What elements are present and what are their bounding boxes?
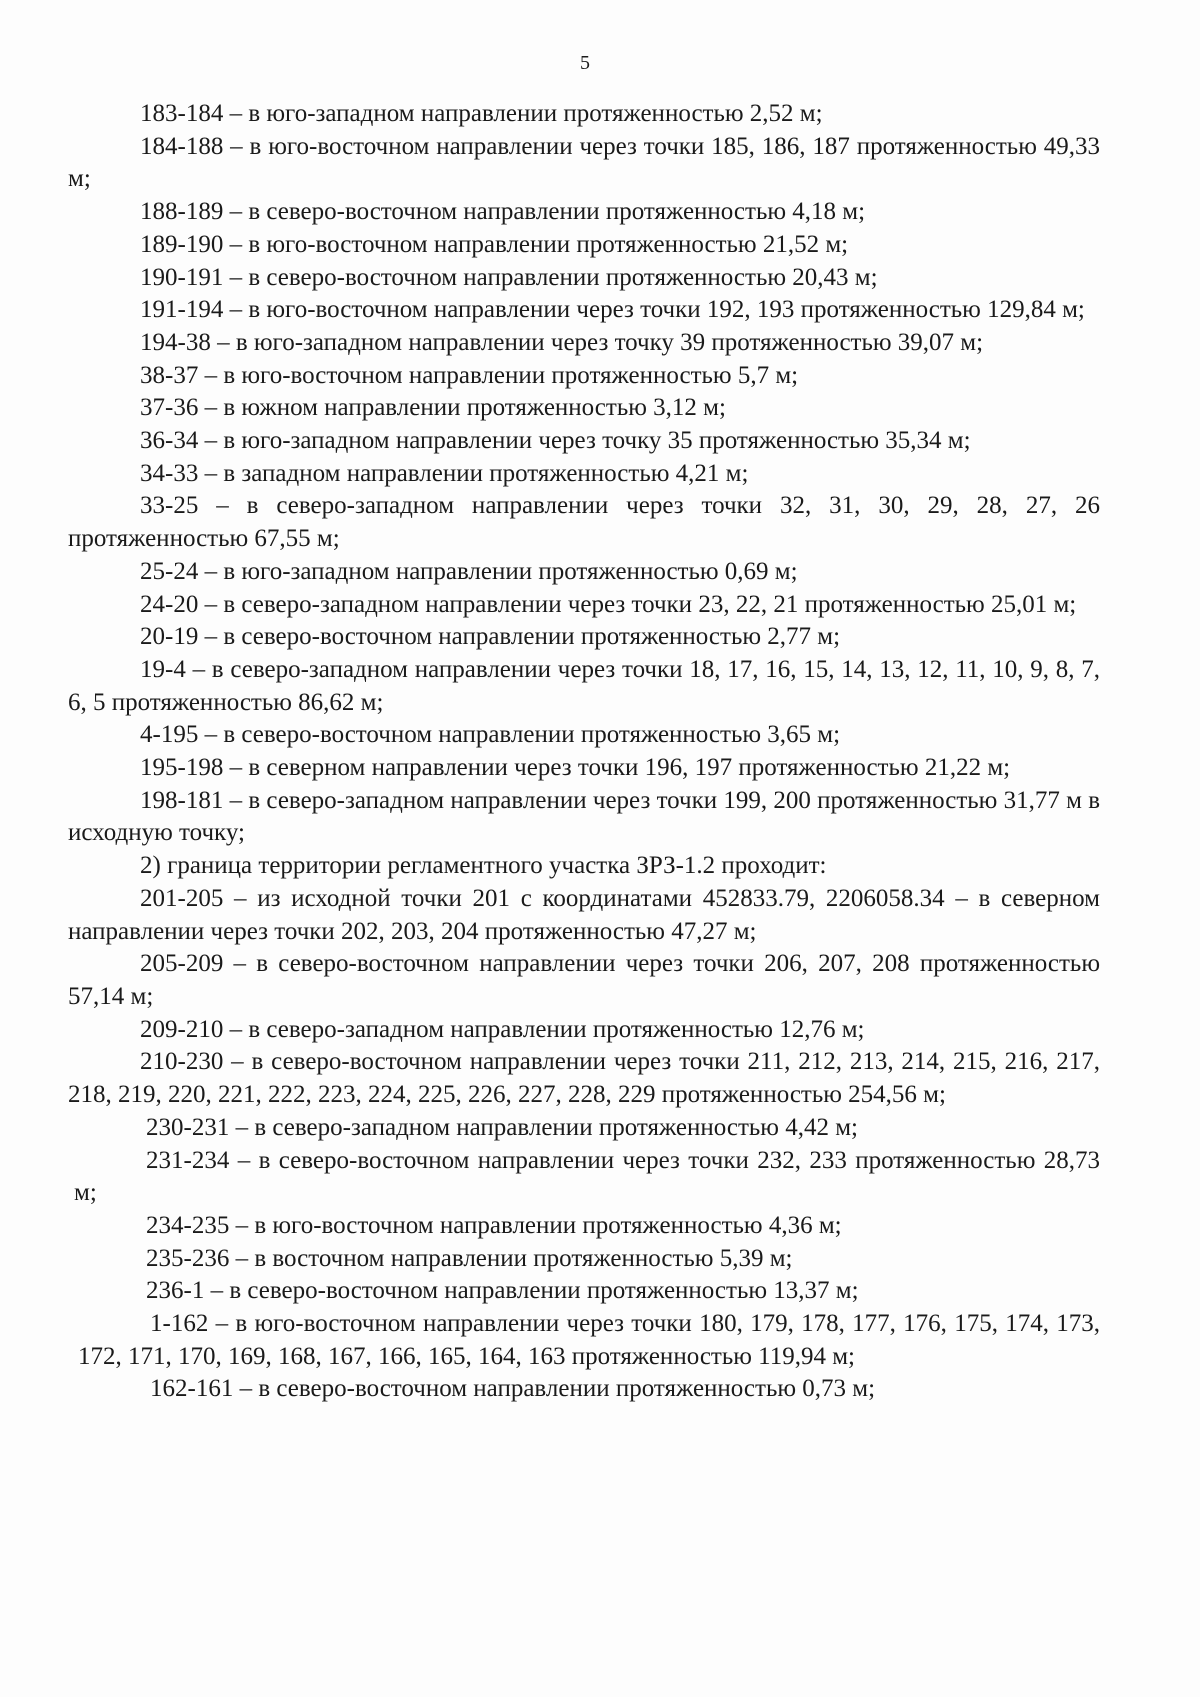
paragraph: 4-195 – в северо-восточном направлении протяженностью 3,65 м; [140, 721, 841, 749]
paragraph: 33-25 – в северо-западном направлении через точки 32, 31, 30, 29, 28, 27, 26 протяженностью 67,55 м; [68, 492, 1100, 553]
paragraph: 37-36 – в южном направлении протяженностью 3,12 м; [140, 394, 726, 422]
paragraph: 210-230 – в северо-восточном направлении через точки 211, 212, 213, 214, 215, 216, 217, 218, 219, 220, 221, 222, 223, 224, 225, 226, 227, 228, 229 протяженностью 254,56 м; [68, 1048, 1100, 1109]
paragraph: 20-19 – в северо-восточном направлении протяженностью 2,77 м; [140, 623, 841, 651]
paragraph: 198-181 – в северо-западном направлении через точки 199, 200 протяженностью 31,77 м в исходную точку; [68, 786, 1100, 847]
paragraph: 195-198 – в северном направлении через точки 196, 197 протяженностью 21,22 м; [140, 754, 1011, 782]
paragraph: 235-236 – в восточном направлении протяженностью 5,39 м; [146, 1244, 793, 1272]
paragraph: 194-38 – в юго-западном направлении через точку 39 протяженностью 39,07 м; [140, 328, 984, 356]
paragraph: 184-188 – в юго-восточном направлении через точки 185, 186, 187 протяженностью 49,33 м; [68, 132, 1100, 193]
paragraph: 189-190 – в юго-восточном направлении протяженностью 21,52 м; [140, 230, 849, 258]
paragraph: 190-191 – в северо-восточном направлении протяженностью 20,43 м; [140, 263, 878, 291]
paragraph: 183-184 – в юго-западном направлении протяженностью 2,52 м; [140, 100, 823, 127]
paragraph: 19-4 – в северо-западном направлении через точки 18, 17, 16, 15, 14, 13, 12, 11, 10, 9, 8, 7, 6, 5 протяженностью 86,62 м; [68, 655, 1100, 716]
paragraph: 34-33 – в западном направлении протяженностью 4,21 м; [140, 459, 749, 487]
paragraph: 191-194 – в юго-восточном направлении через точки 192, 193 протяженностью 129,84 м; [140, 296, 1085, 324]
paragraph: 38-37 – в юго-восточном направлении протяженностью 5,7 м; [140, 361, 799, 389]
paragraph: 162-161 – в северо-восточном направлении протяженностью 0,73 м; [150, 1375, 876, 1403]
paragraph: 188-189 – в северо-восточном направлении протяженностью 4,18 м; [140, 198, 866, 226]
paragraph: 231-234 – в северо-восточном направлении через точки 232, 233 протяженностью 28,73 м; [74, 1146, 1100, 1207]
paragraph: 205-209 – в северо-восточном направлении через точки 206, 207, 208 протяженностью 57,14 м; [68, 950, 1100, 1010]
paragraph: 36-34 – в юго-западном направлении через точку 35 протяженностью 35,34 м; [140, 427, 971, 455]
paragraph: 234-235 – в юго-восточном направлении протяженностью 4,36 м; [146, 1211, 842, 1239]
paragraph: 1-162 – в юго-восточном направлении через точки 180, 179, 178, 177, 176, 175, 174, 173, 172, 171, 170, 169, 168, 167, 166, 165, 164, 163 протяженностью 119,94 м; [78, 1310, 1100, 1370]
paragraph: 25-24 – в юго-западном направлении протяженностью 0,69 м; [140, 557, 798, 585]
page-number: 5 [580, 52, 590, 74]
document-body [68, 98, 1100, 1406]
paragraph: 236-1 – в северо-восточном направлении протяженностью 13,37 м; [146, 1277, 859, 1305]
section-heading: 2) граница территории регламентного участка ЗРЗ-1.2 проходит: [140, 852, 827, 880]
paragraph: 230-231 – в северо-западном направлении протяженностью 4,42 м; [146, 1113, 858, 1141]
paragraph: 201-205 – из исходной точки 201 с координатами 452833.79, 2206058.34 – в северном направлении через точки 202, 203, 204 протяженностью 47,27 м; [68, 884, 1100, 945]
paragraph: 209-210 – в северо-западном направлении протяженностью 12,76 м; [140, 1015, 865, 1043]
paragraph: 24-20 – в северо-западном направлении через точки 23, 22, 21 протяженностью 25,01 м; [140, 590, 1077, 618]
